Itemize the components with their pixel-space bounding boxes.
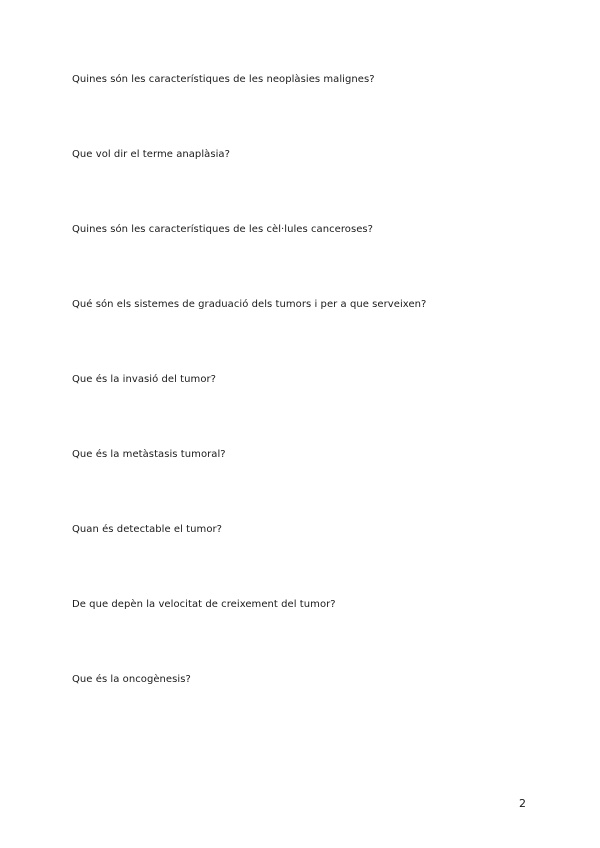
question-3: Quines són les característiques de les cèl·lules canceroses? <box>72 224 374 235</box>
question-6: Que és la metàstasis tumoral? <box>72 449 226 460</box>
question-2: Que vol dir el terme anaplàsia? <box>72 149 230 160</box>
question-7: Quan és detectable el tumor? <box>72 524 223 535</box>
question-1: Quines són les característiques de les neoplàsies malignes? <box>72 74 375 85</box>
page-number: 2 <box>519 797 526 810</box>
question-9: Que és la oncogènesis? <box>72 674 191 685</box>
question-5: Que és la invasió del tumor? <box>72 374 217 385</box>
question-8: De que depèn la velocitat de creixement del tumor? <box>72 599 336 610</box>
question-4: Qué són els sistemes de graduació dels tumors i per a que serveixen? <box>72 299 427 310</box>
